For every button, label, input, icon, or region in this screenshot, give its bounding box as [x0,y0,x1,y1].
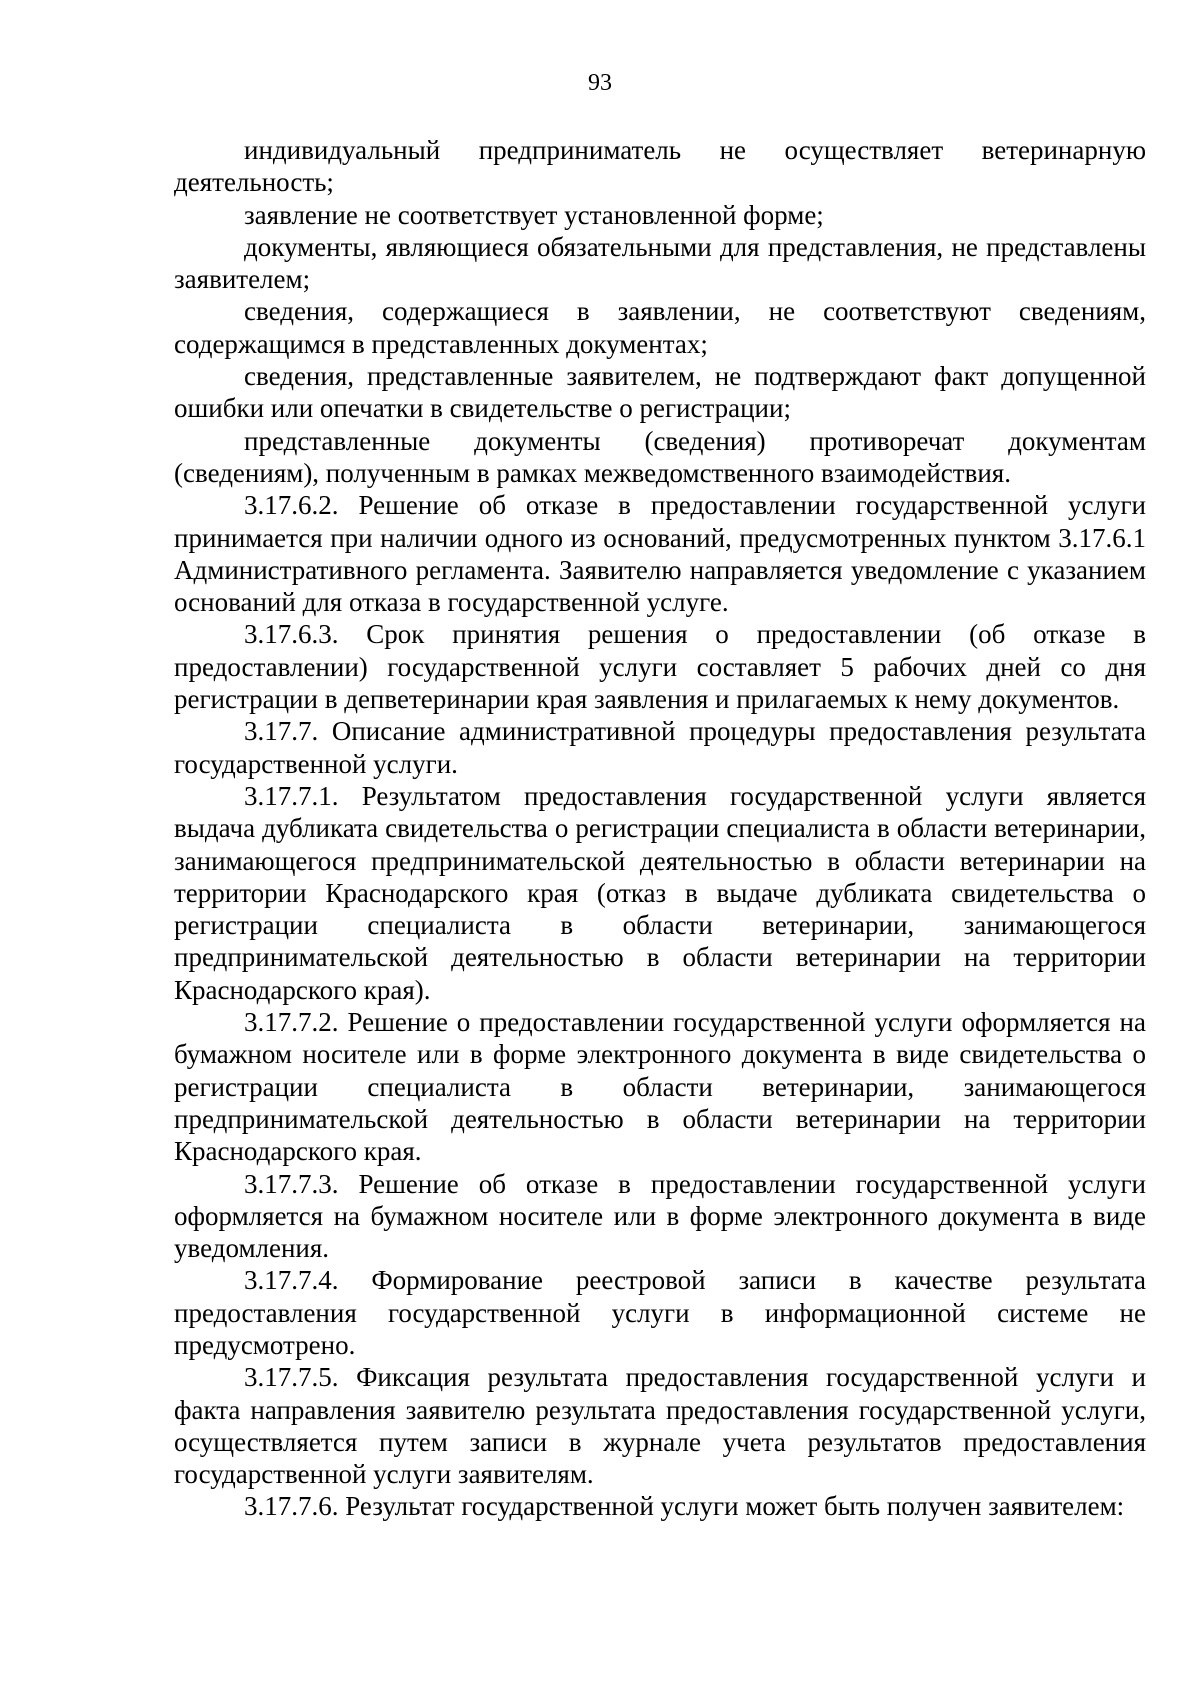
paragraph: 3.17.7.5. Фиксация результата предоставления государственной услуги и факта направления заявителю результата предоставления государственной услуги, осуществляется путем записи в журнале учета результатов предоставления государственной услуги заявителям. [174,1362,1146,1490]
paragraph: сведения, содержащиеся в заявлении, не соответствуют сведениям, содержащимся в представленных документах; [174,296,1146,359]
paragraph: 3.17.6.2. Решение об отказе в предоставлении государственной услуги принимается при наличии одного из оснований, предусмотренных пунктом 3.17.6.1 Административного регламента. Заявителю направляется уведомление с указанием оснований для отказа в государственной услуге. [174,490,1146,618]
paragraph: 3.17.6.3. Срок принятия решения о предоставлении (об отказе в предоставлении) государственной услуги составляет 5 рабочих дней со дня регистрации в депветеринарии края заявления и прилагаемых к нему документов. [174,619,1146,715]
page-number: 93 [588,70,612,96]
document-body [174,134,1146,1523]
paragraph: документы, являющиеся обязательными для представления, не представлены заявителем; [174,231,1146,295]
paragraph: заявление не соответствует установленной форме; [244,199,824,230]
paragraph: сведения, представленные заявителем, не подтверждают факт допущенной ошибки или опечатки в свидетельстве о регистрации; [174,361,1146,424]
paragraph: 3.17.7.1. Результатом предоставления государственной услуги является выдача дубликата свидетельства о регистрации специалиста в области ветеринарии, занимающегося предпринимательской деятельностью в области ветеринарии на территории Краснодарского края (отказ в выдаче дубликата свидетельства о регистрации специалиста в области ветеринарии, занимающегося предпринимательской деятельностью в области ветеринарии на территории Краснодарского края). [174,780,1146,1005]
paragraph: 3.17.7.4. Формирование реестровой записи в качестве результата предоставления государственной услуги в информационной системе не предусмотрено. [174,1265,1146,1360]
paragraph: 3.17.7. Описание административной процедуры предоставления результата государственной услуги. [174,716,1146,779]
paragraph: 3.17.7.6. Результат государственной услуги может быть получен заявителем: [244,1491,1125,1522]
paragraph: представленные документы (сведения) противоречат документам (сведениям), полученным в рамках межведомственного взаимодействия. [174,425,1146,488]
paragraph: индивидуальный предприниматель не осуществляет ветеринарную деятельность; [174,135,1146,198]
paragraph: 3.17.7.2. Решение о предоставлении государственной услуги оформляется на бумажном носителе или в форме электронного документа в виде свидетельства о регистрации специалиста в области ветеринарии, занимающегося предпринимательской деятельностью в области ветеринарии на территории Краснодарского края. [174,1007,1146,1167]
paragraph: 3.17.7.3. Решение об отказе в предоставлении государственной услуги оформляется на бумажном носителе или в форме электронного документа в виде уведомления. [174,1168,1146,1264]
